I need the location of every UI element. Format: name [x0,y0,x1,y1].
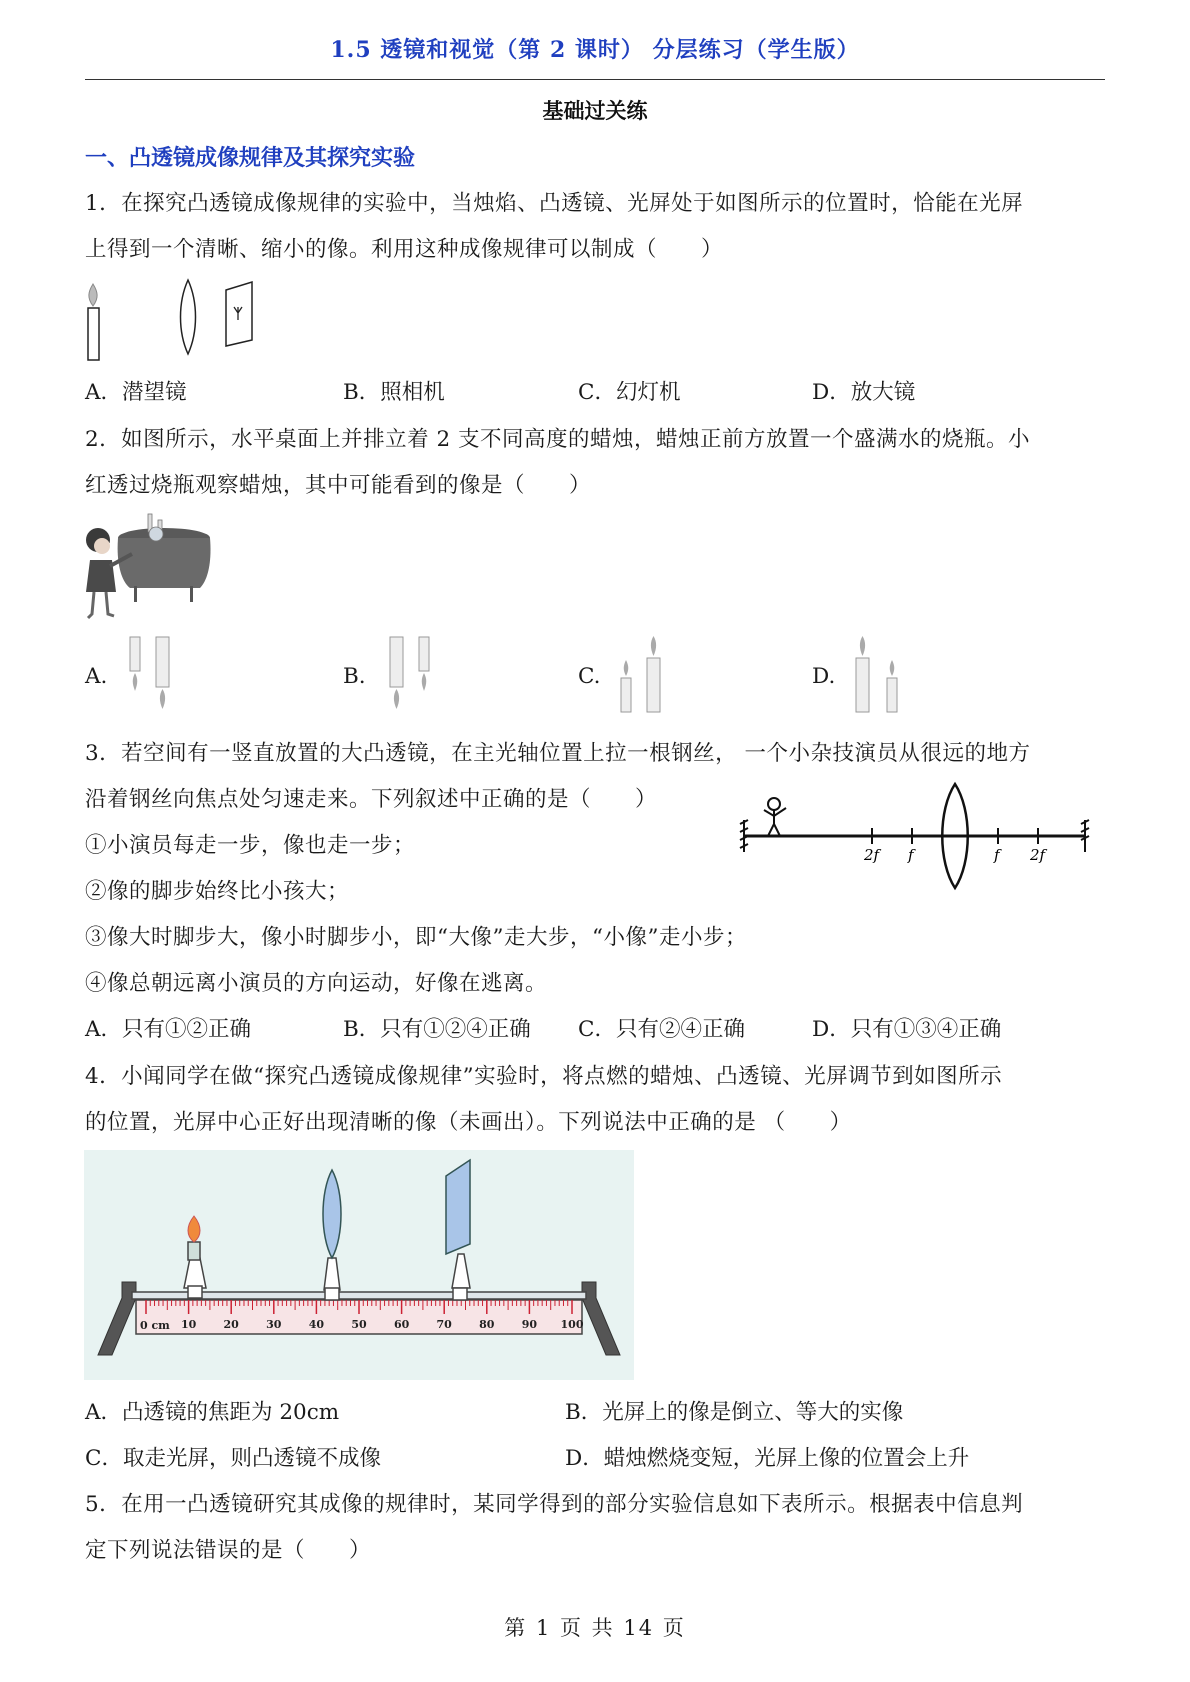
q3-option-b[interactable]: B．只有①②④正确 [343,1017,531,1042]
q4-figure-optical-bench [84,1150,634,1380]
ruler-tick-label: 30 [266,1318,282,1331]
q1-option-a[interactable]: A．潜望镜 [85,380,187,405]
section-heading: 基础过关练 [542,98,648,123]
q3-label-2f-left: 2f [864,846,880,864]
q4-option-a[interactable]: A．凸透镜的焦距为 20cm [85,1400,340,1425]
q2-option-a-figure [125,635,185,715]
candle-icon [88,284,99,360]
screen-icon [226,282,252,346]
q2-option-d[interactable]: D. [812,664,836,689]
ruler-tick-label: 90 [521,1318,538,1331]
acrobat-icon [764,798,786,836]
q2-option-b-figure [385,635,445,715]
q1-figure [80,280,280,365]
q5-line2: 定下列说法错误的是（ ） [85,1538,372,1563]
q2-line1: 2．如图所示，水平桌面上并排立着 2 支不同高度的蜡烛，蜡烛正前方放置一个盛满水的烧瓶。小 [85,427,1031,452]
header-divider [85,79,1105,80]
q3-label-f-right: f [994,846,1000,864]
ruler-tick-label: 20 [223,1318,239,1331]
q3-option-c[interactable]: C．只有②④正确 [578,1017,745,1042]
q3-option-d[interactable]: D．只有①③④正确 [812,1017,1002,1042]
ruler-tick-label: 60 [393,1318,410,1331]
convex-lens-icon [181,280,196,354]
ruler-tick-label: 10 [180,1318,197,1331]
q3-statement-1: ①小演员每走一步，像也走一步； [85,833,416,858]
ruler-tick-label: 100 [560,1318,584,1331]
q4-line1: 4．小闻同学在做“探究凸透镜成像规律”实验时，将点燃的蜡烛、凸透镜、光屏调节到如图所示 [85,1064,1003,1089]
ruler-unit-label: 0 cm [140,1319,170,1332]
ruler-tick-label: 50 [351,1318,367,1331]
ruler-tick-label: 70 [436,1318,452,1331]
q3-option-a[interactable]: A．只有①②正确 [85,1017,252,1042]
ruler-tick-label: 40 [308,1318,325,1331]
q2-option-b[interactable]: B. [343,664,366,689]
q3-label-2f-right: 2f [1030,846,1046,864]
q2-option-d-figure [850,630,910,720]
q2-option-a[interactable]: A. [85,664,108,689]
q1-option-b[interactable]: B．照相机 [343,380,445,405]
q2-option-c-figure [615,630,675,720]
page-number: 第 1 页 共 14 页 [504,1616,686,1640]
q2-option-c[interactable]: C. [578,664,601,689]
q4-line2: 的位置，光屏中心正好出现清晰的像（未画出）。下列说法中正确的是 （ ） [85,1110,852,1135]
q3-statement-3: ③像大时脚步大，像小时脚步小，即“大像”走大步，“小像”走小步； [85,925,747,950]
page-title: 1.5 透镜和视觉（第 2 课时） 分层练习（学生版） [330,37,860,63]
q3-figure-lens-wire [740,780,1100,895]
q1-line2: 上得到一个清晰、缩小的像。利用这种成像规律可以制成（ ） [85,237,724,262]
q4-option-c[interactable]: C．取走光屏，则凸透镜不成像 [85,1446,381,1471]
q5-line1: 5．在用一凸透镜研究其成像的规律时，某同学得到的部分实验信息如下表所示。根据表中信息判 [85,1492,1024,1517]
q4-option-d[interactable]: D．蜡烛燃烧变短，光屏上像的位置会上升 [565,1446,970,1471]
lens-holder-icon [323,1170,341,1300]
q3-statement-4: ④像总朝远离小演员的方向运动，好像在逃离。 [85,971,548,996]
q1-line1: 1．在探究凸透镜成像规律的实验中，当烛焰、凸透镜、光屏处于如图所示的位置时，恰能在光屏 [85,191,1024,216]
q1-option-d[interactable]: D．放大镜 [812,380,916,405]
q3-statement-2: ②像的脚步始终比小孩大； [85,879,350,904]
q3-line1: 3．若空间有一竖直放置的大凸透镜，在主光轴位置上拉一根钢丝， 一个小杂技演员从很远的地方 [85,741,1031,766]
q2-line2: 红透过烧瓶观察蜡烛，其中可能看到的像是（ ） [85,473,592,498]
q2-figure-girl-table [82,510,212,625]
q3-line2: 沿着钢丝向焦点处匀速走来。下列叙述中正确的是（ ） [85,787,658,812]
section-title-1: 一、凸透镜成像规律及其探究实验 [85,145,416,171]
ruler-tick-label: 80 [479,1318,495,1331]
q4-option-b[interactable]: B．光屏上的像是倒立、等大的实像 [565,1400,904,1425]
q1-option-c[interactable]: C．幻灯机 [578,380,681,405]
q3-label-f-left: f [908,846,914,864]
